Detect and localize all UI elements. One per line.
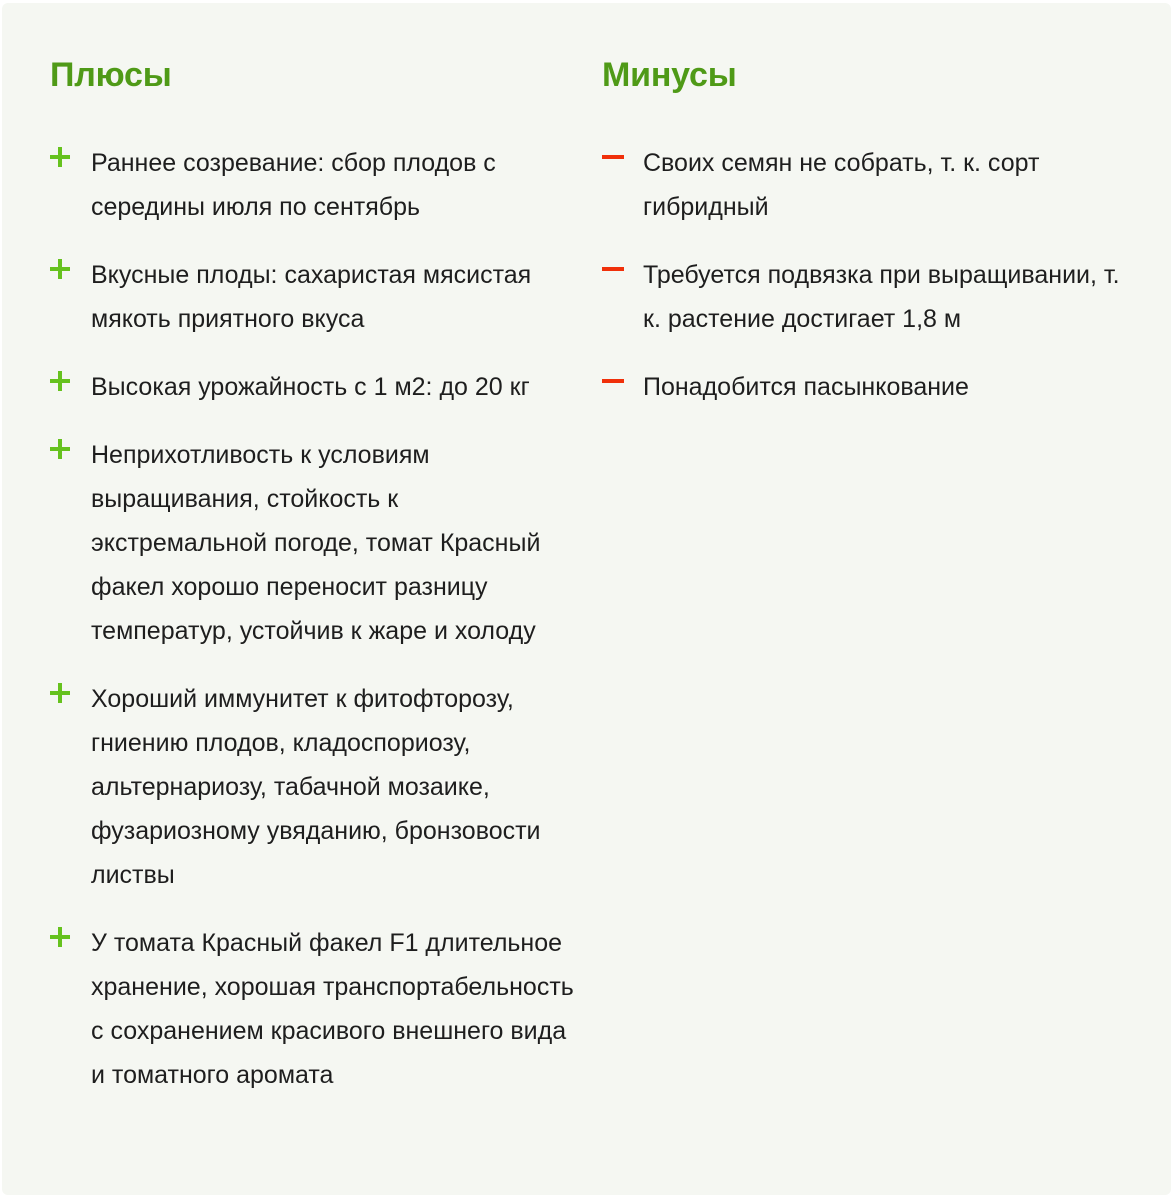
cons-item <box>602 365 1142 409</box>
pros-title: Плюсы <box>50 56 172 94</box>
cons-item-text: Понадобится пасынкование <box>643 373 969 401</box>
pros-item-text: Высокая урожайность с 1 м2: до 20 кг <box>91 373 530 401</box>
pros-item-text: Хороший иммунитет к фитофторозу, гниению плодов, кладоспориозу, альтернариозу, табачной мозаике, фузариозному увяданию, бронзовости листвы <box>91 685 541 889</box>
minus-icon <box>602 147 622 167</box>
plus-icon <box>50 371 70 391</box>
cons-column <box>602 53 1142 433</box>
minus-icon <box>602 259 622 279</box>
pros-item <box>50 365 580 409</box>
pros-item-text: Вкусные плоды: сахаристая мясистая мякоть приятного вкуса <box>91 261 532 333</box>
pros-item <box>50 921 580 1097</box>
cons-title: Минусы <box>602 56 737 94</box>
cons-list <box>602 141 1142 409</box>
pros-item-text: Раннее созревание: сбор плодов с середины июля по сентябрь <box>91 149 496 221</box>
cons-item <box>602 141 1142 229</box>
cons-item-text: Своих семян не собрать, т. к. сорт гибридный <box>643 149 1040 221</box>
pros-item <box>50 253 580 341</box>
pros-item <box>50 141 580 229</box>
pros-cons-card <box>2 3 1171 1195</box>
minus-icon <box>602 371 622 391</box>
plus-icon <box>50 259 70 279</box>
plus-icon <box>50 439 70 459</box>
cons-item <box>602 253 1142 341</box>
pros-item <box>50 433 580 653</box>
pros-column <box>50 53 580 1121</box>
plus-icon <box>50 927 70 947</box>
pros-item <box>50 677 580 897</box>
plus-icon <box>50 147 70 167</box>
plus-icon <box>50 683 70 703</box>
pros-list <box>50 141 580 1097</box>
cons-item-text: Требуется подвязка при выращивании, т. к. растение достигает 1,8 м <box>643 261 1120 333</box>
pros-item-text: У томата Красный факел F1 длительное хранение, хорошая транспортабельность с сохранением красивого внешнего вида и томатного аромата <box>91 929 574 1089</box>
pros-item-text: Неприхотливость к условиям выращивания, стойкость к экстремальной погоде, томат Красный факел хорошо переносит разницу температур, устойчив к жаре и холоду <box>91 441 541 645</box>
